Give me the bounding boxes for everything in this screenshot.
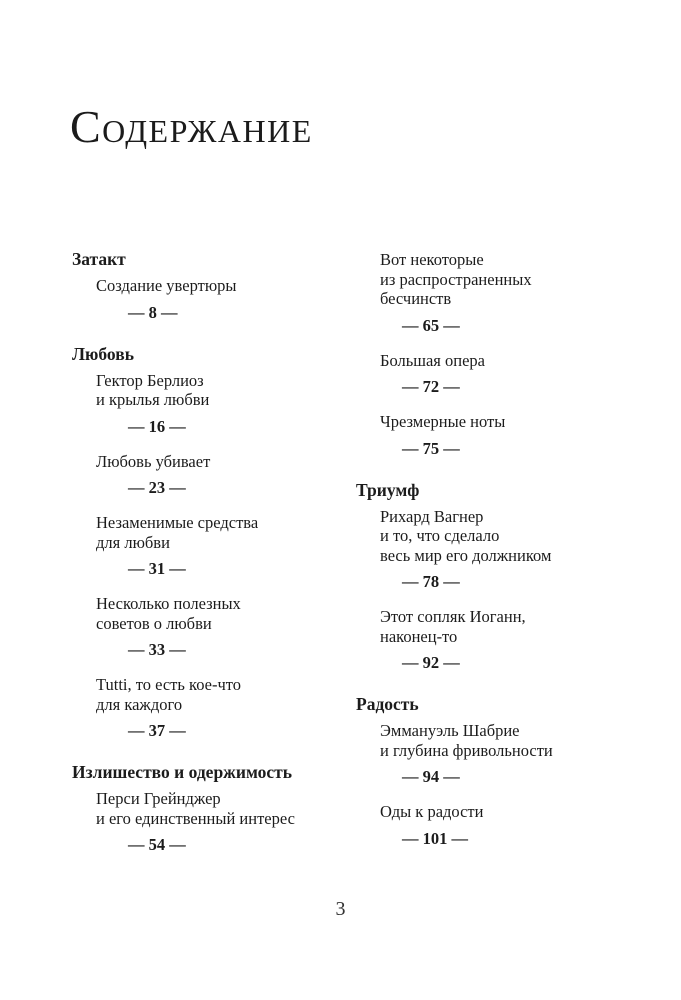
entry-title: Вот некоторые из распространенных бесчинств bbox=[380, 250, 532, 308]
entry-title: Tutti, то есть кое-что для каждого bbox=[96, 675, 242, 714]
toc-entry bbox=[72, 594, 347, 659]
entry-page-number: — 37 — bbox=[128, 721, 186, 740]
toc-entry bbox=[356, 507, 646, 592]
toc-entry bbox=[72, 276, 347, 322]
entry-page-number: — 65 — bbox=[402, 315, 460, 335]
toc-entry bbox=[72, 675, 347, 740]
entry-title: Эммануэль Шабрие и глубина фривольности bbox=[380, 721, 553, 760]
toc-left-column bbox=[72, 250, 347, 854]
entry-title: Незаменимые средства для любви bbox=[96, 513, 259, 552]
entry-page-number: — 75 — bbox=[402, 438, 460, 458]
toc-entry bbox=[356, 351, 646, 397]
toc-section-lyubov bbox=[72, 345, 347, 741]
entry-page-number: — 8 — bbox=[128, 302, 178, 322]
toc-section-zatakt bbox=[72, 250, 347, 322]
entry-page-number: — 54 — bbox=[128, 835, 186, 854]
toc-entry bbox=[356, 721, 646, 786]
toc-section-triumf bbox=[356, 481, 646, 673]
toc-right-column bbox=[356, 250, 646, 848]
entry-page-number: — 16 — bbox=[128, 416, 186, 436]
entry-title: Рихард Вагнер и то, что сделало весь мир его должником bbox=[380, 506, 552, 565]
entry-page-number: — 23 — bbox=[128, 478, 186, 497]
toc-entry bbox=[356, 412, 646, 458]
toc-entry bbox=[356, 607, 646, 672]
entry-title: Перси Грейнджер и его единственный интерес bbox=[96, 789, 295, 828]
entry-page-number: — 78 — bbox=[402, 572, 460, 591]
entry-title: Гектор Берлиоз и крылья любви bbox=[96, 370, 210, 409]
entry-title: Создание увертюры bbox=[96, 276, 237, 295]
toc-entry bbox=[72, 452, 347, 498]
entry-title: Любовь убивает bbox=[96, 451, 211, 471]
toc-entry bbox=[72, 789, 347, 854]
entry-title: Большая опера bbox=[380, 350, 485, 370]
section-title: Затакт bbox=[72, 249, 126, 269]
toc-section-radost bbox=[356, 695, 646, 848]
toc-entry bbox=[72, 513, 347, 578]
entry-title: Оды к радости bbox=[380, 802, 484, 821]
entry-title: Этот сопляк Иоганн, наконец-то bbox=[380, 607, 526, 646]
entry-page-number: — 94 — bbox=[402, 767, 460, 786]
section-title: Любовь bbox=[72, 343, 134, 364]
entry-page-number: — 31 — bbox=[128, 559, 186, 578]
page-number: 3 bbox=[335, 898, 346, 920]
entry-page-number: — 92 — bbox=[402, 653, 460, 672]
entry-title: Чрезмерные ноты bbox=[380, 412, 506, 431]
toc-entry bbox=[72, 371, 347, 436]
entry-page-number: — 101 — bbox=[402, 828, 468, 848]
toc-entry bbox=[356, 250, 646, 335]
entry-page-number: — 72 — bbox=[402, 377, 460, 396]
toc-entry bbox=[356, 802, 646, 848]
section-title: Радость bbox=[356, 694, 419, 714]
entry-title: Несколько полезных советов о любви bbox=[96, 594, 241, 633]
entry-page-number: — 33 — bbox=[128, 640, 186, 659]
page-title: Содержание bbox=[70, 101, 313, 152]
section-title: Триумф bbox=[356, 479, 420, 500]
toc-section-continued bbox=[356, 250, 646, 458]
toc-section-izlishestvo bbox=[72, 763, 347, 854]
section-title: Излишество и одержимость bbox=[72, 762, 293, 782]
